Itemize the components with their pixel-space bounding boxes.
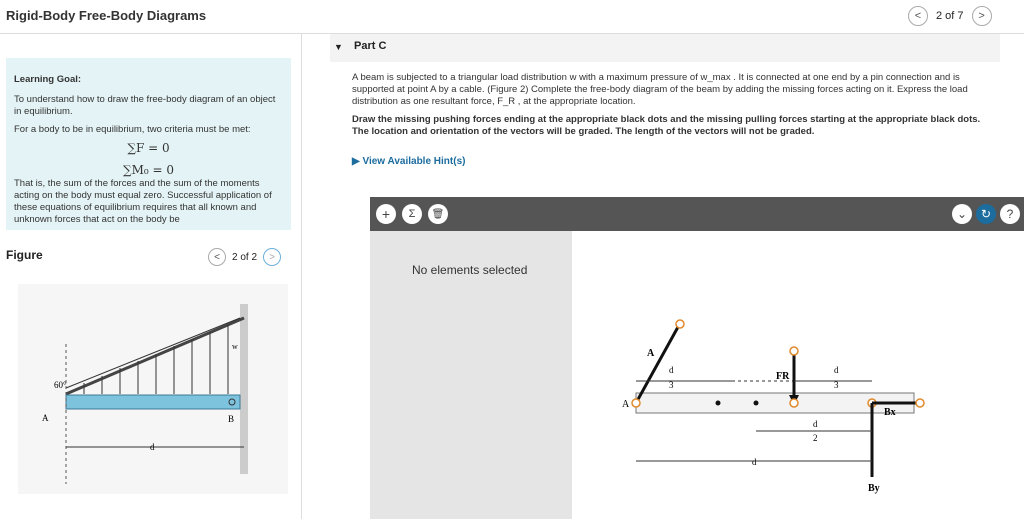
explanation-text: That is, the sum of the forces and the sum of the moments acting on the body must equal zero. Successful application of these equations of equilibrium requires that all known and unknown forces that act on the body be [14, 178, 272, 225]
collapse-icon: ▼ [334, 42, 343, 52]
point-b-label: B [228, 414, 235, 424]
figure-image[interactable] [18, 284, 288, 494]
beam [66, 395, 240, 409]
part-label: Part C [354, 40, 387, 52]
angle-label: 60° [54, 380, 67, 390]
learning-goal-heading: Learning Goal: [14, 74, 82, 85]
item-counter: 2 of 7 [936, 10, 964, 22]
learning-goal-box[interactable] [6, 58, 291, 230]
reset-icon[interactable]: ↻ [976, 204, 996, 224]
figure-counter: 2 of 2 [232, 251, 258, 263]
next-item-button[interactable]: > [972, 6, 992, 26]
instruction-text: Draw the missing pushing forces ending at the appropriate black dots and the missing pulling forces starting at the appropriate black dots. The location and orientation of the vectors will be graded. The length of the vectors will not be graded. [352, 114, 981, 137]
next-figure-button[interactable]: > [263, 248, 281, 266]
learning-goal-text: To understand how to draw the free-body diagram of an object in equilibrium. [14, 94, 276, 117]
fbd-drawing [572, 231, 1024, 519]
force-equation: ∑F = 0 [127, 141, 170, 155]
prev-item-button[interactable]: < [908, 6, 928, 26]
item-pager [908, 6, 992, 26]
dim-d1: d [669, 365, 674, 375]
hints-label: View Available Hint(s) [362, 156, 466, 167]
load-line [66, 318, 240, 388]
criteria-text: For a body to be in equilibrium, two criteria must be met: [14, 124, 251, 135]
hints-link[interactable]: ▶ View Available Hint(s) [352, 156, 466, 167]
dim-d3: d [752, 457, 757, 467]
part-header[interactable] [330, 34, 1000, 62]
dim-d2: d [834, 365, 839, 375]
beam-figure-drawing [18, 284, 288, 494]
page-title: Rigid-Body Free-Body Diagrams [6, 8, 207, 23]
drawing-canvas[interactable] [572, 231, 1024, 519]
trash-icon[interactable]: 🗑 [428, 204, 448, 224]
dim-2: 2 [813, 433, 818, 443]
left-panel [0, 34, 302, 519]
sum-button[interactable]: Σ [402, 204, 422, 224]
fbd-label-fr: FR [776, 371, 790, 382]
selection-panel [370, 231, 572, 519]
dim-3a: 3 [669, 380, 674, 390]
chevron-down-icon[interactable]: ⌄ [952, 204, 972, 224]
fbd-label-bx: Bx [884, 407, 896, 418]
help-icon[interactable]: ? [1000, 204, 1020, 224]
prev-figure-button[interactable]: < [208, 248, 226, 266]
cable [66, 318, 244, 394]
dimension-label: d [150, 442, 155, 452]
moment-equation: ∑M₀ = 0 [123, 163, 174, 177]
question [352, 72, 992, 138]
add-vector-button[interactable]: + [376, 204, 396, 224]
load-label: w [232, 342, 238, 351]
figure-pager [208, 248, 281, 266]
fbd-label-a2: A [622, 399, 630, 410]
fbd-label-a: A [647, 348, 655, 359]
point-a-label: A [42, 413, 49, 423]
wall [240, 304, 248, 474]
figure-label: Figure [6, 248, 43, 262]
drawing-toolbar [370, 197, 1024, 231]
question-text: A beam is subjected to a triangular load distribution w with a maximum pressure of w_max . It is connected at one end by a pin connection and is supported at point A by a cable. (Figure 2) Complete the free-body diagram of the beam by adding the missing forces acting on it. Express the load distribution as one resultant force, F_R , at the appropriate location. [352, 72, 968, 107]
top-bar [0, 0, 1024, 34]
dim-d4: d [813, 419, 818, 429]
no-selection-text: No elements selected [412, 263, 528, 277]
dim-3b: 3 [834, 380, 839, 390]
fbd-label-by: By [868, 483, 880, 494]
